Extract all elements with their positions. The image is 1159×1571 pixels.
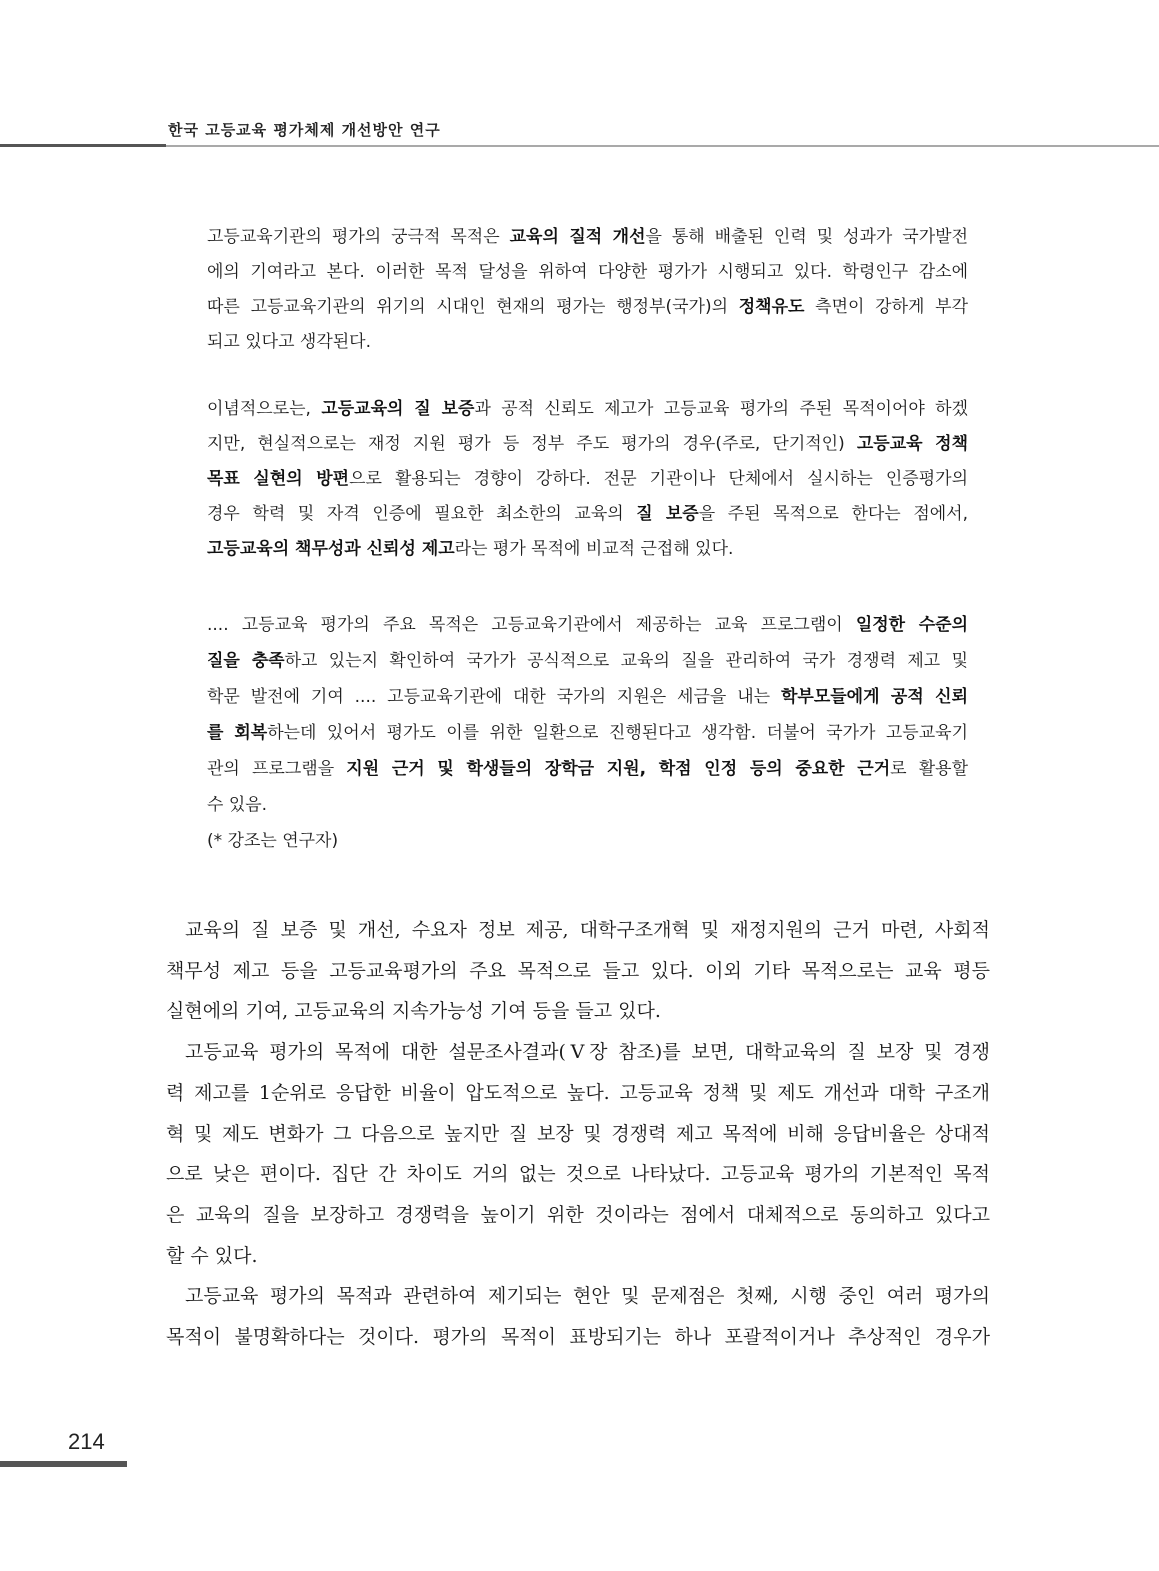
quote-text: 지만, 현실적으로는 재정 지원 평가 등 정부 주도 평가의 경우(주로, 단기적인) bbox=[207, 434, 857, 454]
quote-line bbox=[207, 751, 968, 787]
emphasis-text: 교육의 질적 개선 bbox=[509, 227, 646, 247]
quote-text: .... 고등교육 평가의 주요 목적은 고등교육기관에서 제공하는 교육 프로그램이 bbox=[207, 615, 856, 635]
quote-text: 으로 활용되는 경향이 강하다. 전문 기관이나 단체에서 실시하는 인증평가의 bbox=[349, 469, 968, 489]
quote-block-1 bbox=[207, 220, 968, 360]
quote-line bbox=[207, 607, 968, 643]
quote-line bbox=[207, 392, 968, 427]
quote-text: 과 공적 신뢰도 제고가 고등교육 평가의 주된 목적이어야 하겠 bbox=[474, 399, 968, 419]
quote-text: 학문 발전에 기여 .... 고등교육기관에 대한 국가의 지원은 세금을 내는 bbox=[207, 687, 781, 707]
emphasis-text: 를 회복 bbox=[207, 723, 268, 743]
body-line: 고등교육 평가의 목적에 대한 설문조사결과(Ⅴ장 참조)를 보면, 대학교육의 질 보장 및 경쟁 bbox=[185, 1041, 990, 1064]
quote-text: 측면이 강하게 부각 bbox=[804, 297, 968, 317]
body-text bbox=[166, 910, 990, 1358]
quote-line bbox=[207, 497, 968, 532]
quote-line bbox=[207, 255, 968, 290]
emphasis-text: 일정한 수준의 bbox=[855, 615, 968, 635]
quote-text: 하고 있는지 확인하여 국가가 공식적으로 교육의 질을 관리하여 국가 경쟁력 제고 및 bbox=[284, 651, 968, 671]
emphasis-text: 목표 실현의 방편 bbox=[207, 469, 350, 489]
emphasis-text: 학부모들에게 공적 신뢰 bbox=[780, 687, 969, 707]
quote-line bbox=[207, 290, 968, 325]
quote-text: 관의 프로그램을 bbox=[207, 759, 347, 779]
quote-text: 하는데 있어서 평가도 이를 위한 일환으로 진행된다고 생각함. 더불어 국가가 고등교육기 bbox=[267, 723, 968, 743]
quote-text: 되고 있다고 생각된다. bbox=[207, 332, 372, 352]
body-paragraph-1 bbox=[166, 910, 990, 1032]
body-line: 으로 낮은 편이다. 집단 간 차이도 거의 없는 것으로 나타났다. 고등교육 평가의 기본적인 목적 bbox=[166, 1163, 990, 1186]
body-line: 혁 및 제도 변화가 그 다음으로 높지만 질 보장 및 경쟁력 제고 목적에 비해 응답비율은 상대적 bbox=[166, 1122, 990, 1145]
emphasis-text: 고등교육의 책무성과 신뢰성 제고 bbox=[207, 539, 455, 559]
header-rule bbox=[166, 145, 1159, 147]
emphasis-note: (* 강조는 연구자) bbox=[207, 831, 339, 851]
quote-block-2 bbox=[207, 392, 968, 567]
emphasis-text: 고등교육의 질 보증 bbox=[321, 399, 475, 419]
page-number: 214 bbox=[68, 1429, 105, 1454]
emphasis-text: 질 보증 bbox=[636, 504, 699, 524]
quote-line bbox=[207, 643, 968, 679]
body-line: 책무성 제고 등을 고등교육평가의 주요 목적으로 들고 있다. 이외 기타 목적으로는 교육 평등 bbox=[166, 959, 990, 982]
header-rule-accent bbox=[0, 144, 166, 147]
quote-line bbox=[207, 220, 968, 255]
emphasis-text: 고등교육 정책 bbox=[856, 434, 968, 454]
quote-text: 경우 학력 및 자격 인증에 필요한 최소한의 교육의 bbox=[207, 504, 637, 524]
body-paragraph-3 bbox=[166, 1276, 990, 1357]
quote-text: 이념적으로는, bbox=[207, 399, 322, 419]
body-line: 교육의 질 보증 및 개선, 수요자 정보 제공, 대학구조개혁 및 재정지원의 근거 마련, 사회적 bbox=[185, 919, 990, 941]
quote-text: 을 주된 목적으로 한다는 점에서, bbox=[698, 504, 968, 524]
emphasis-text: 정책유도 bbox=[738, 297, 805, 317]
running-header-title: 한국 고등교육 평가체제 개선방안 연구 bbox=[168, 121, 441, 139]
quote-line bbox=[207, 325, 968, 360]
body-line: 은 교육의 질을 보장하고 경쟁력을 높이기 위한 것이라는 점에서 대체적으로 동의하고 있다고 bbox=[166, 1203, 990, 1226]
quote-line bbox=[207, 532, 968, 567]
quote-line bbox=[207, 715, 968, 751]
emphasis-text: 지원 근거 및 학생들의 장학금 지원, 학점 인정 등의 중요한 근거 bbox=[346, 759, 891, 779]
quote-text: 로 활용할 bbox=[890, 759, 968, 779]
quote-text: 따른 고등교육기관의 위기의 시대인 현재의 평가는 행정부(국가)의 bbox=[207, 297, 739, 317]
footer-rule-accent bbox=[0, 1461, 127, 1467]
body-line: 실현에의 기여, 고등교육의 지속가능성 기여 등을 들고 있다. bbox=[166, 1000, 661, 1023]
emphasis-text: 질을 충족 bbox=[207, 651, 285, 671]
quote-line bbox=[207, 462, 968, 497]
quote-text: 라는 평가 목적에 비교적 근접해 있다. bbox=[454, 539, 734, 559]
quote-text: 고등교육기관의 평가의 궁극적 목적은 bbox=[207, 227, 510, 247]
quote-line bbox=[207, 787, 968, 823]
body-paragraph-2 bbox=[166, 1032, 990, 1276]
body-line: 할 수 있다. bbox=[166, 1244, 258, 1267]
body-line: 고등교육 평가의 목적과 관련하여 제기되는 현안 및 문제점은 첫째, 시행 중인 여러 평가의 bbox=[185, 1285, 990, 1308]
quote-text: 을 통해 배출된 인력 및 성과가 국가발전 bbox=[645, 227, 968, 247]
quote-line bbox=[207, 679, 968, 715]
quote-line bbox=[207, 427, 968, 462]
quote-text: 에의 기여라고 본다. 이러한 목적 달성을 위하여 다양한 평가가 시행되고 있다. 학령인구 감소에 bbox=[207, 262, 968, 282]
quote-text: 수 있음. bbox=[207, 795, 268, 815]
body-line: 목적이 불명확하다는 것이다. 평가의 목적이 표방되기는 하나 포괄적이거나 추상적인 경우가 bbox=[166, 1326, 990, 1349]
body-line: 력 제고를 1순위로 응답한 비율이 압도적으로 높다. 고등교육 정책 및 제도 개선과 대학 구조개 bbox=[166, 1081, 990, 1104]
quote-block-3 bbox=[207, 607, 968, 859]
